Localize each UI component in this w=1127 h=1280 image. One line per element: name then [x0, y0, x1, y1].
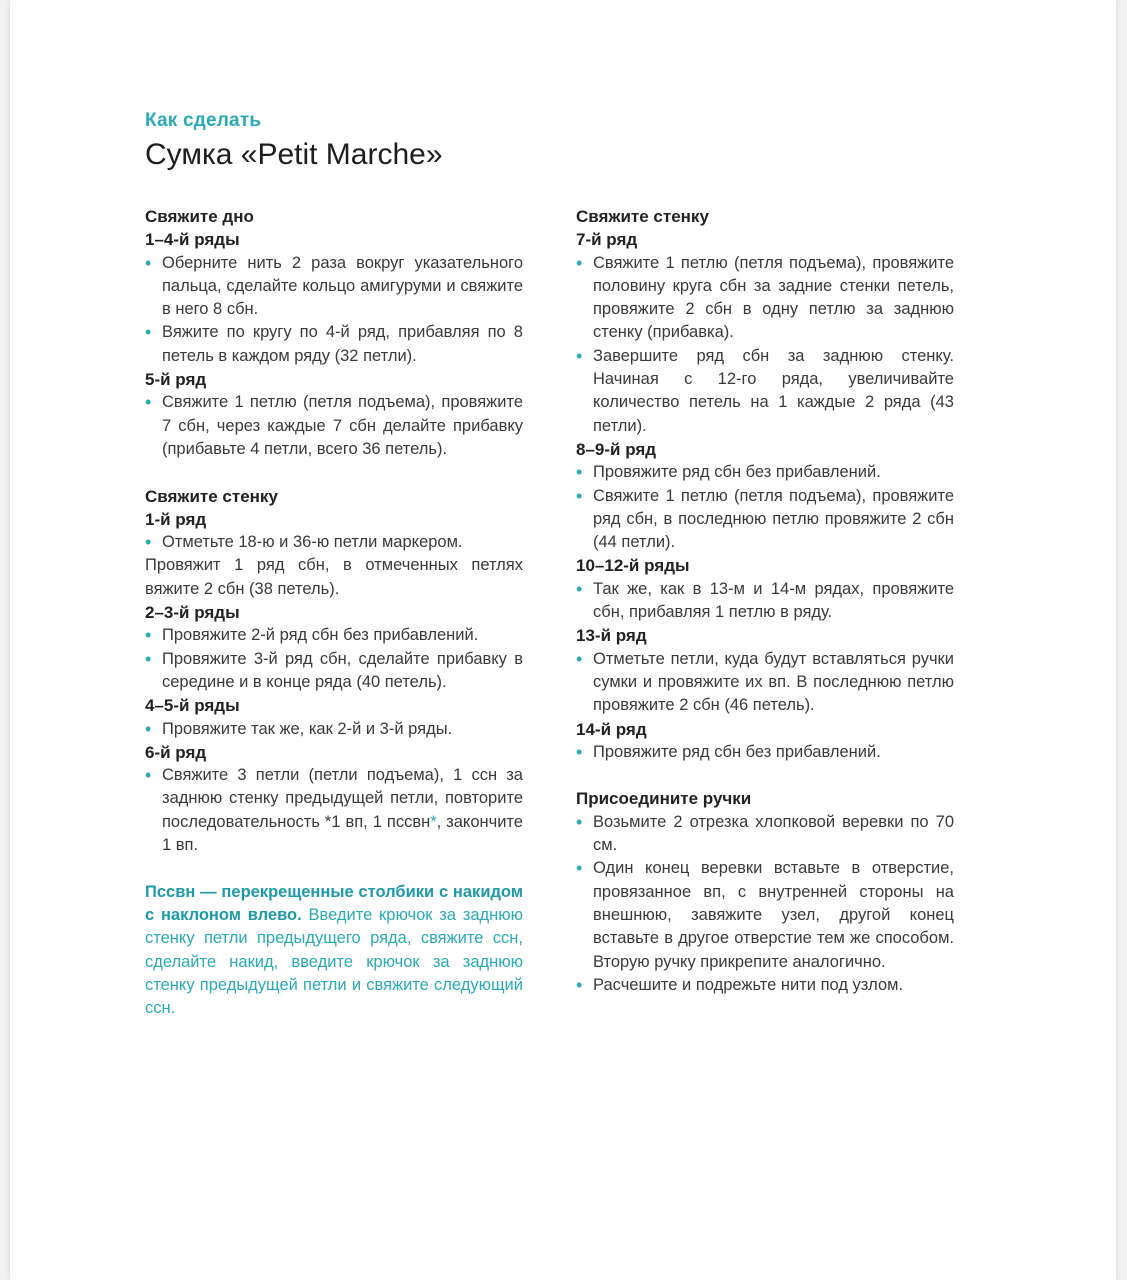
instruction-bullet: • Отметьте петли, куда будут вставляться ручки сумки и провяжите их вп. В последнюю петлю провяжите 2 сбн (46 петель). — [576, 648, 954, 718]
left-column — [145, 205, 523, 1020]
row-heading: 2–3-й ряды — [145, 603, 240, 623]
row-heading: 7-й ряд — [576, 230, 638, 250]
row-heading: 1-й ряд — [145, 509, 207, 529]
row-heading: 8–9-й ряд — [576, 439, 657, 459]
row-heading: 1–4-й ряды — [145, 230, 240, 250]
spacer — [145, 857, 523, 880]
instruction-bullet: • Отметьте 18-ю и 36-ю петли маркером. — [145, 531, 523, 554]
instruction-bullet — [145, 764, 523, 857]
instruction-bullet: • Провяжите так же, как 2-й и 3-й ряды. — [145, 718, 523, 741]
right-column — [576, 205, 954, 997]
glossary-term: Пссвн — перекрещенные столбики с накидом с наклоном влево. — [145, 882, 523, 924]
instruction-bullet: • Провяжите 3-й ряд сбн, сделайте прибавку в середине и в конце ряда (40 петель). — [145, 648, 523, 695]
instruction-bullet: • Расчешите и подрежьте нити под узлом. — [576, 974, 954, 997]
instruction-bullet: • Завершите ряд сбн за заднюю стенку. Начиная с 12-го ряда, увеличивайте количество петель на 1 каждые 2 ряда (43 петли). — [576, 345, 954, 438]
section-heading-handles: Присоедините ручки — [576, 789, 752, 809]
glossary-definition: Введите крючок за заднюю стенку петли предыдущего ряда, свяжите ссн, сделайте накид, введите крючок за заднюю стенку предыдущей петли и свяжите следующий ссн. — [145, 905, 524, 1018]
instruction-bullet: • Свяжите 1 петлю (петля подъема), провяжите ряд сбн, в последнюю петлю провяжите 2 сбн (44 петли). — [576, 485, 954, 555]
page-title: Сумка «Petit Marche» — [145, 138, 443, 171]
section-kicker: Как сделать — [145, 110, 262, 131]
instruction-bullet: • Так же, как в 13-м и 14-м рядах, провяжите сбн, прибавляя 1 петлю в ряду. — [576, 578, 954, 625]
row-heading: 14-й ряд — [576, 719, 647, 739]
section-heading-wall: Свяжите стенку — [576, 207, 709, 226]
asterisk-mark: * — [430, 812, 437, 831]
spacer — [576, 764, 954, 787]
instruction-bullet: • Свяжите 1 петлю (петля подъема), провяжите половину круга сбн за задние стенки петель, провяжите 2 сбн в одну петлю за заднюю стенку (прибавка). — [576, 252, 954, 345]
row-heading: 13-й ряд — [576, 626, 647, 646]
instruction-text-part: , закончите 1 вп. — [162, 812, 523, 855]
instruction-bullet: • Провяжите ряд сбн без прибавлений. — [576, 461, 954, 484]
row-heading: 4–5-й ряды — [145, 696, 240, 716]
glossary-note — [145, 881, 523, 1021]
row-heading: 6-й ряд — [145, 742, 207, 762]
row-heading: 5-й ряд — [145, 370, 207, 390]
instruction-bullet: • Оберните нить 2 раза вокруг указательного пальца, сделайте кольцо амигуруми и свяжите в него 8 сбн. — [145, 252, 523, 322]
row-heading: 10–12-й ряды — [576, 556, 690, 576]
instruction-bullet: • Вяжите по кругу по 4-й ряд, прибавляя по 8 петель в каждом ряду (32 петли). — [145, 321, 523, 368]
section-heading-wall: Свяжите стенку — [145, 486, 278, 506]
instruction-bullet: • Провяжите 2-й ряд сбн без прибавлений. — [145, 624, 523, 647]
instruction-bullet: • Один конец веревки вставьте в отверстие, провязанное вп, с внутренней стороны на внешнюю, завяжите узел, другой конец вставьте в другое отверстие тем же способом. Вторую ручку прикрепите аналогично. — [576, 857, 954, 973]
instruction-bullet: • Провяжите ряд сбн без прибавлений. — [576, 741, 954, 764]
document-page — [10, 0, 1116, 1280]
section-heading-bottom: Свяжите дно — [145, 207, 254, 226]
instruction-text-part: Свяжите 3 петли (петли подъема), 1 ссн за заднюю стенку предыдущей петли, повторите последовательность *1 вп, 1 пссвн — [162, 766, 523, 831]
instruction-text: Провяжит 1 ряд сбн, в отмеченных петлях вяжите 2 сбн (38 петель). — [145, 556, 523, 598]
spacer — [145, 461, 523, 484]
instruction-bullet: • Возьмите 2 отрезка хлопковой веревки по 70 см. — [576, 811, 954, 858]
instruction-bullet: • Свяжите 1 петлю (петля подъема), провяжите 7 сбн, через каждые 7 сбн делайте прибавку (прибавьте 4 петли, всего 36 петель). — [145, 391, 523, 461]
